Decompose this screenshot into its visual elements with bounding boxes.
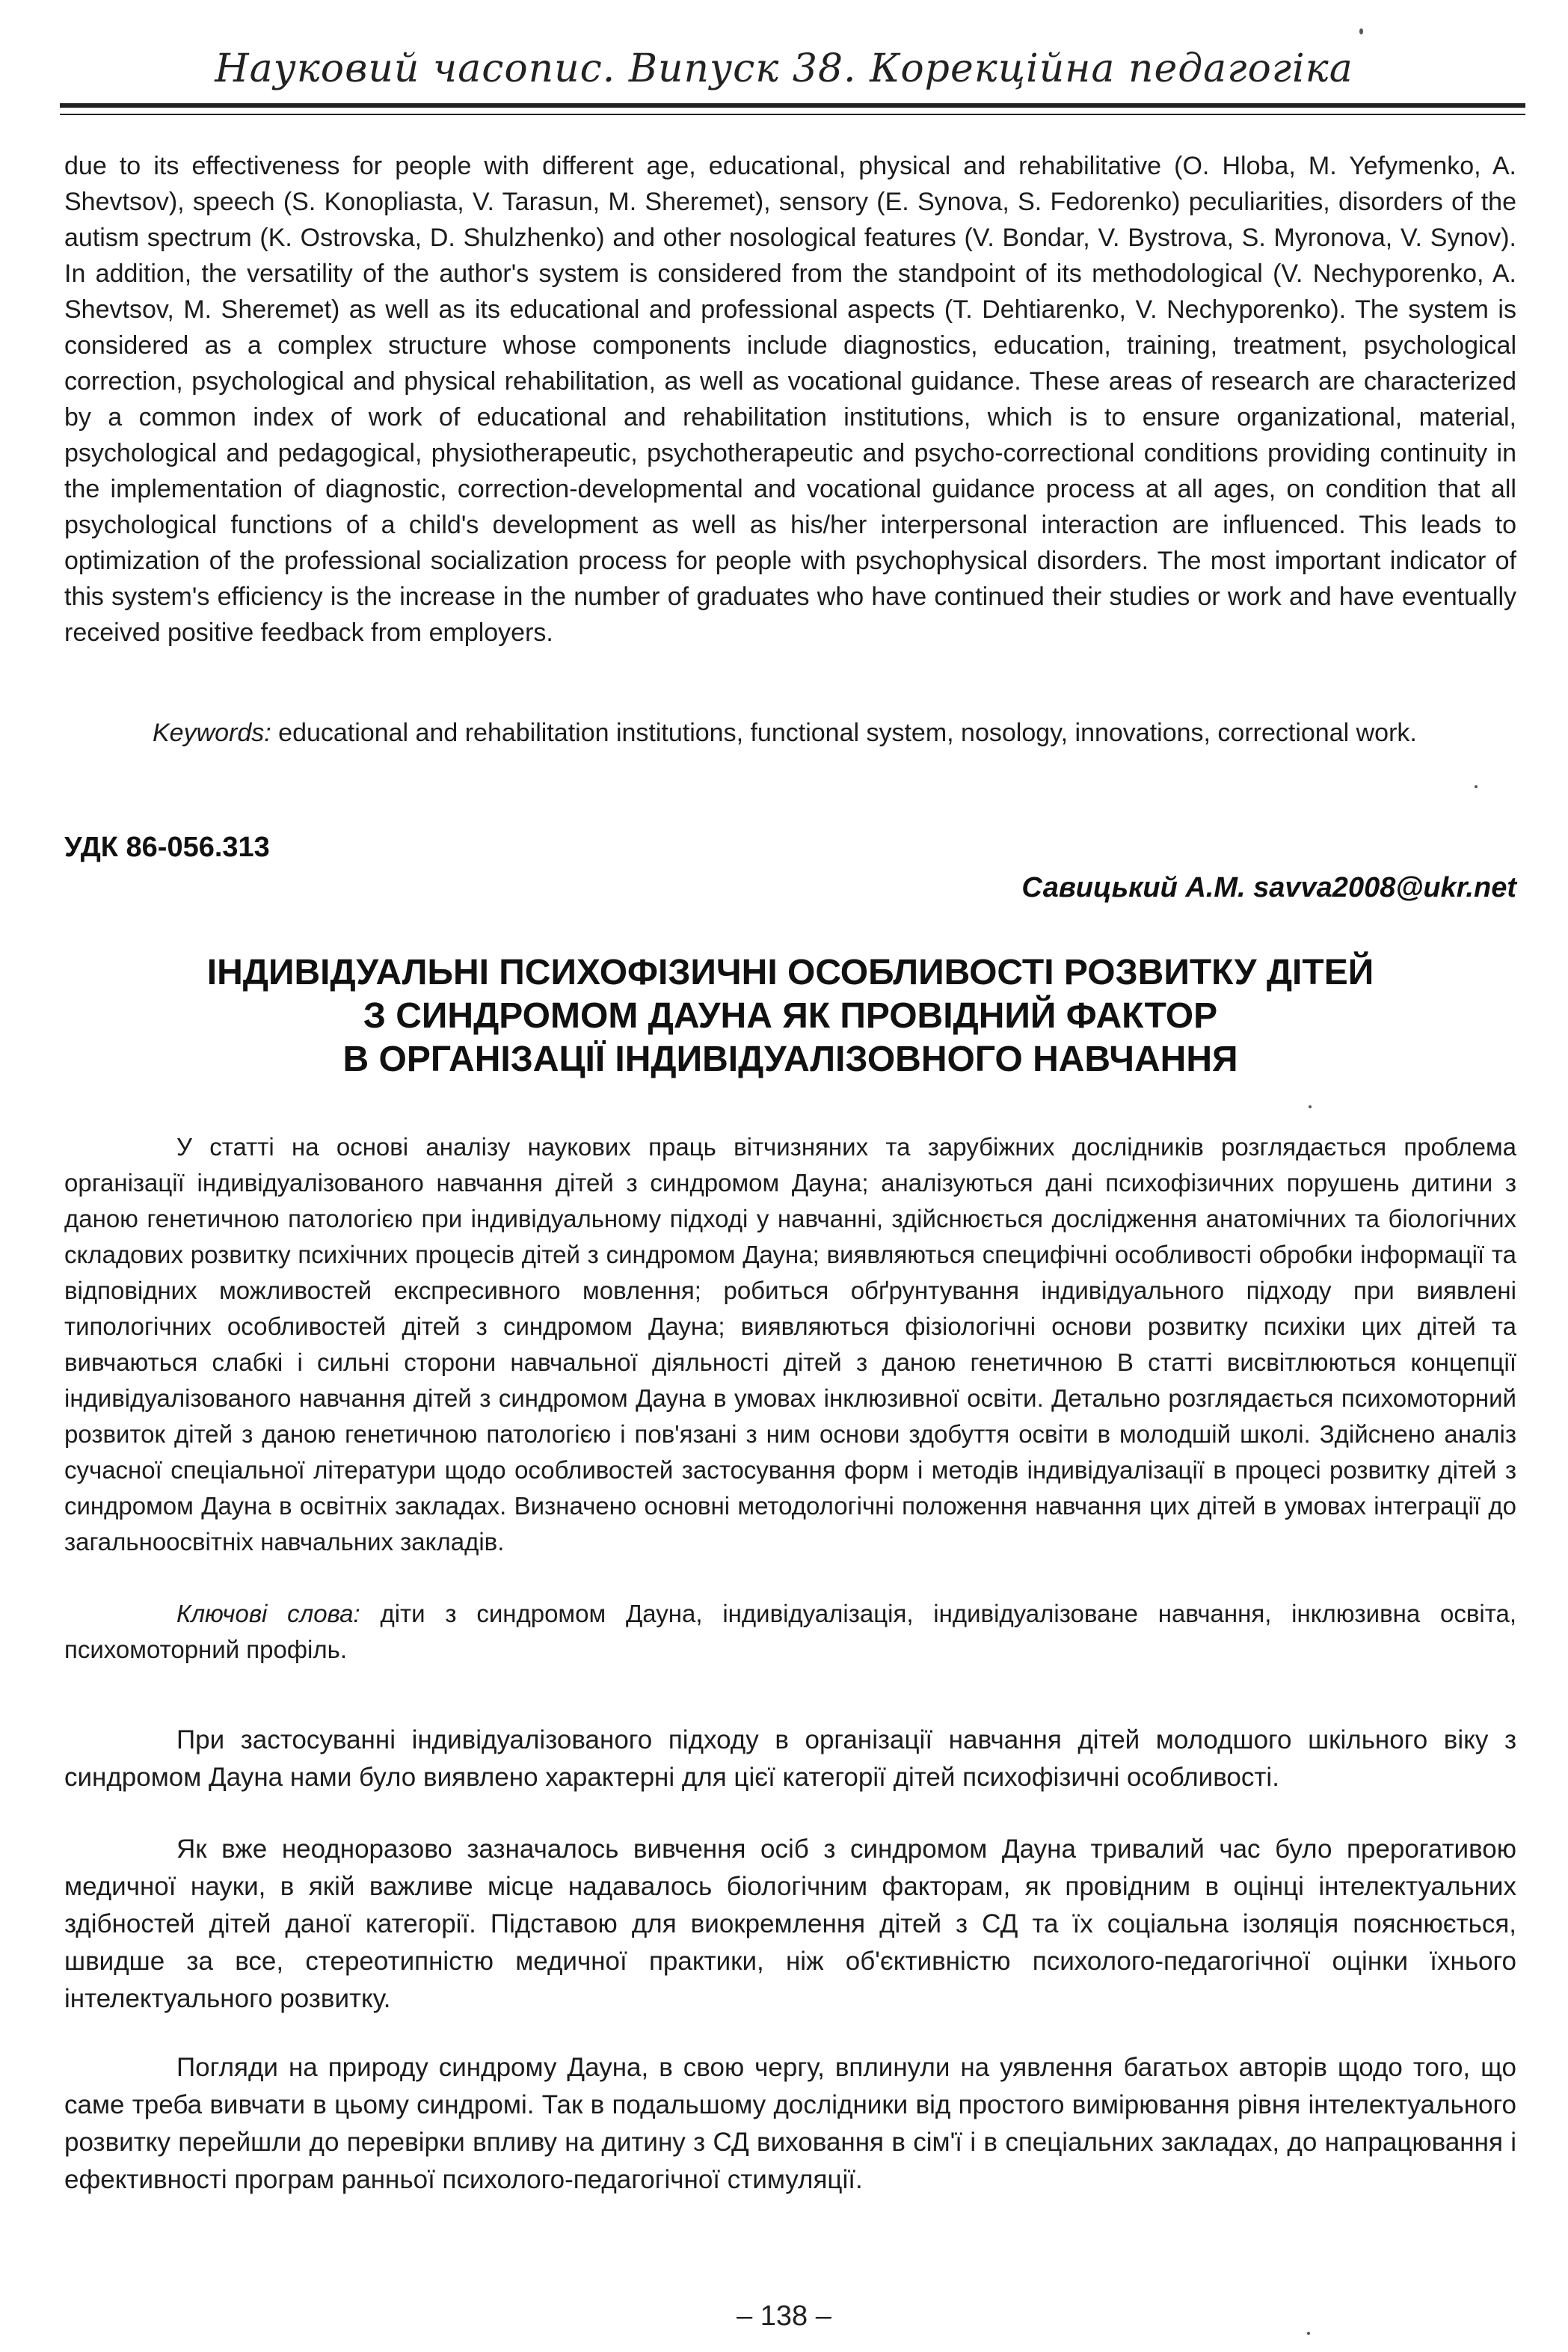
body-paragraph: Погляди на природу синдрому Дауна, в свою чергу, вплинули на уявлення багатьох авторів щодо того, що саме треба вивчати в цьому синдромі. Так в подальшому дослідники від простого вимірювання рівня інтелектуального розвитку перейшли до перевірки впливу на дитину з СД виховання в сім'ї і в спеціальних закладах, до напрацювання і ефективності програм ранньої психолого-педагогічної стимуляції.	[64, 2053, 1516, 2194]
header-rule-thick	[60, 103, 1525, 108]
ukrainian-keywords-text: діти з синдромом Дауна, індивідуалізація, індивідуалізоване навчання, інклюзивна освіта, психомоторний профіль.	[64, 1600, 1516, 1663]
scan-speck	[1475, 785, 1478, 788]
body-paragraph: При застосуванні індивідуалізованого підходу в організації навчання дітей молодшого шкільного віку з синдромом Дауна нами було виявлено характерні для цієї категорії дітей психофізичні особливості.	[64, 1725, 1516, 1792]
english-keywords-label: Keywords:	[153, 719, 271, 747]
english-keywords-text: educational and rehabilitation institutions, functional system, nosology, innovations, correctional work.	[271, 719, 1417, 747]
page-number: – 138 –	[737, 2300, 831, 2332]
author-line: Савицький А.М. savva2008@ukr.net	[1021, 872, 1516, 903]
english-keywords	[64, 715, 1516, 751]
udk-code: УДК 86-056.313	[64, 832, 270, 863]
scan-speck	[1307, 2332, 1310, 2335]
header-rule-thin	[60, 114, 1525, 115]
scan-speck	[1309, 1105, 1312, 1108]
article-title-line: В ОРГАНІЗАЦІЇ ІНДИВІДУАЛІЗОВНОГО НАВЧАННЯ	[342, 1040, 1238, 1079]
body-paragraph: Як вже неодноразово зазначалось вивчення осіб з синдромом Дауна тривалий час було прерогативою медичної науки, в якій важливе місце надавалось біологічним факторам, як провідним в оцінці інтелектуальних здібностей дітей даної категорії. Підставою для виокремлення дітей з СД та їх соціальна ізоляція пояснюється, швидше за все, стереотипністю медичної практики, ніж об'єктивністю психолого-педагогічної оцінки їхнього інтелектуального розвитку.	[64, 1834, 1516, 2013]
ukrainian-keywords-label: Ключові слова:	[176, 1600, 360, 1627]
english-abstract: due to its effectiveness for people with different age, educational, physical and rehabilitative (O. Hloba, M. Yefymenko, A. Shevtsov), speech (S. Konopliasta, V. Tarasun, M. Sheremet), sensory (E. Synova, S. Fedorenko) peculiarities, disorders of the autism spectrum (K. Ostrovska, D. Shulzhenko) and other nosological features (V. Bondar, V. Bystrova, S. Myronova, V. Synov). In addition, the versatility of the author's system is considered from the standpoint of its methodological (V. Nechyporenko, A. Shevtsov, M. Sheremet) as well as its educational and professional aspects (T. Dehtiarenko, V. Nechyporenko). The system is considered as a complex structure whose components include diagnostics, education, training, treatment, psychological correction, psychological and physical rehabilitation, as well as vocational guidance. These areas of research are characterized by a common index of work of educational and rehabilitation institutions, which is to ensure organizational, material, psychological and pedagogical, physiotherapeutic, psychotherapeutic and psycho-correctional conditions providing continuity in the implementation of diagnostic, correction-developmental and vocational guidance process at all ages, on condition that all psychological functions of a child's development as well as his/her interpersonal interaction are influenced. This leads to optimization of the professional socialization process for people with psychophysical disorders. The most important indicator of this system's efficiency is the increase in the number of graduates who have continued their studies or work and have eventually received positive feedback from employers.	[64, 152, 1516, 647]
article-title	[64, 951, 1516, 1081]
ukrainian-keywords	[64, 1596, 1516, 1668]
ukrainian-abstract: У статті на основі аналізу наукових праць вітчизняних та зарубіжних дослідників розглядається проблема організації індивідуалізованого навчання дітей з синдромом Дауна; аналізуються дані психофізичних порушень дитини з даною генетичною патологією при індивідуальному підході у навчанні, здійснюється дослідження анатомічних та біологічних складових розвитку психічних процесів дітей з синдромом Дауна; виявляються специфічні особливості обробки інформації та відповідних можливостей експресивного мовлення; робиться обґрунтування індивідуального підходу при виявлені типологічних особливостей дітей з синдромом Дауна; виявляються фізіологічні основи розвитку психіки цих дітей та вивчаються слабкі і сильні сторони навчальної діяльності дітей з даною генетичною В статті висвітлюються концепції індивідуалізованого навчання дітей з синдромом Дауна в умовах інклюзивної освіти. Детально розглядається психомоторний розвиток дітей з даною генетичною патологією і пов'язані з ним основи здобуття освіти в молодшій школі. Здійснено аналіз сучасної спеціальної літератури щодо особливостей застосування форм і методів індивідуалізації в процесі розвитку дітей з синдромом Дауна в освітніх закладах. Визначено основні методологічні положення навчання цих дітей в умовах інтеграції до загальноосвітніх навчальних закладів.	[64, 1133, 1516, 1556]
scan-speck	[1359, 28, 1363, 34]
article-title-line: З СИНДРОМОМ ДАУНА ЯК ПРОВІДНИЙ ФАКТОР	[363, 996, 1218, 1036]
running-header: Науковий часопис. Випуск 38. Корекційна педагогіка	[215, 46, 1353, 91]
article-title-line: ІНДИВІДУАЛЬНІ ПСИХОФІЗИЧНІ ОСОБЛИВОСТІ РОЗВИТКУ ДІТЕЙ	[206, 953, 1374, 992]
